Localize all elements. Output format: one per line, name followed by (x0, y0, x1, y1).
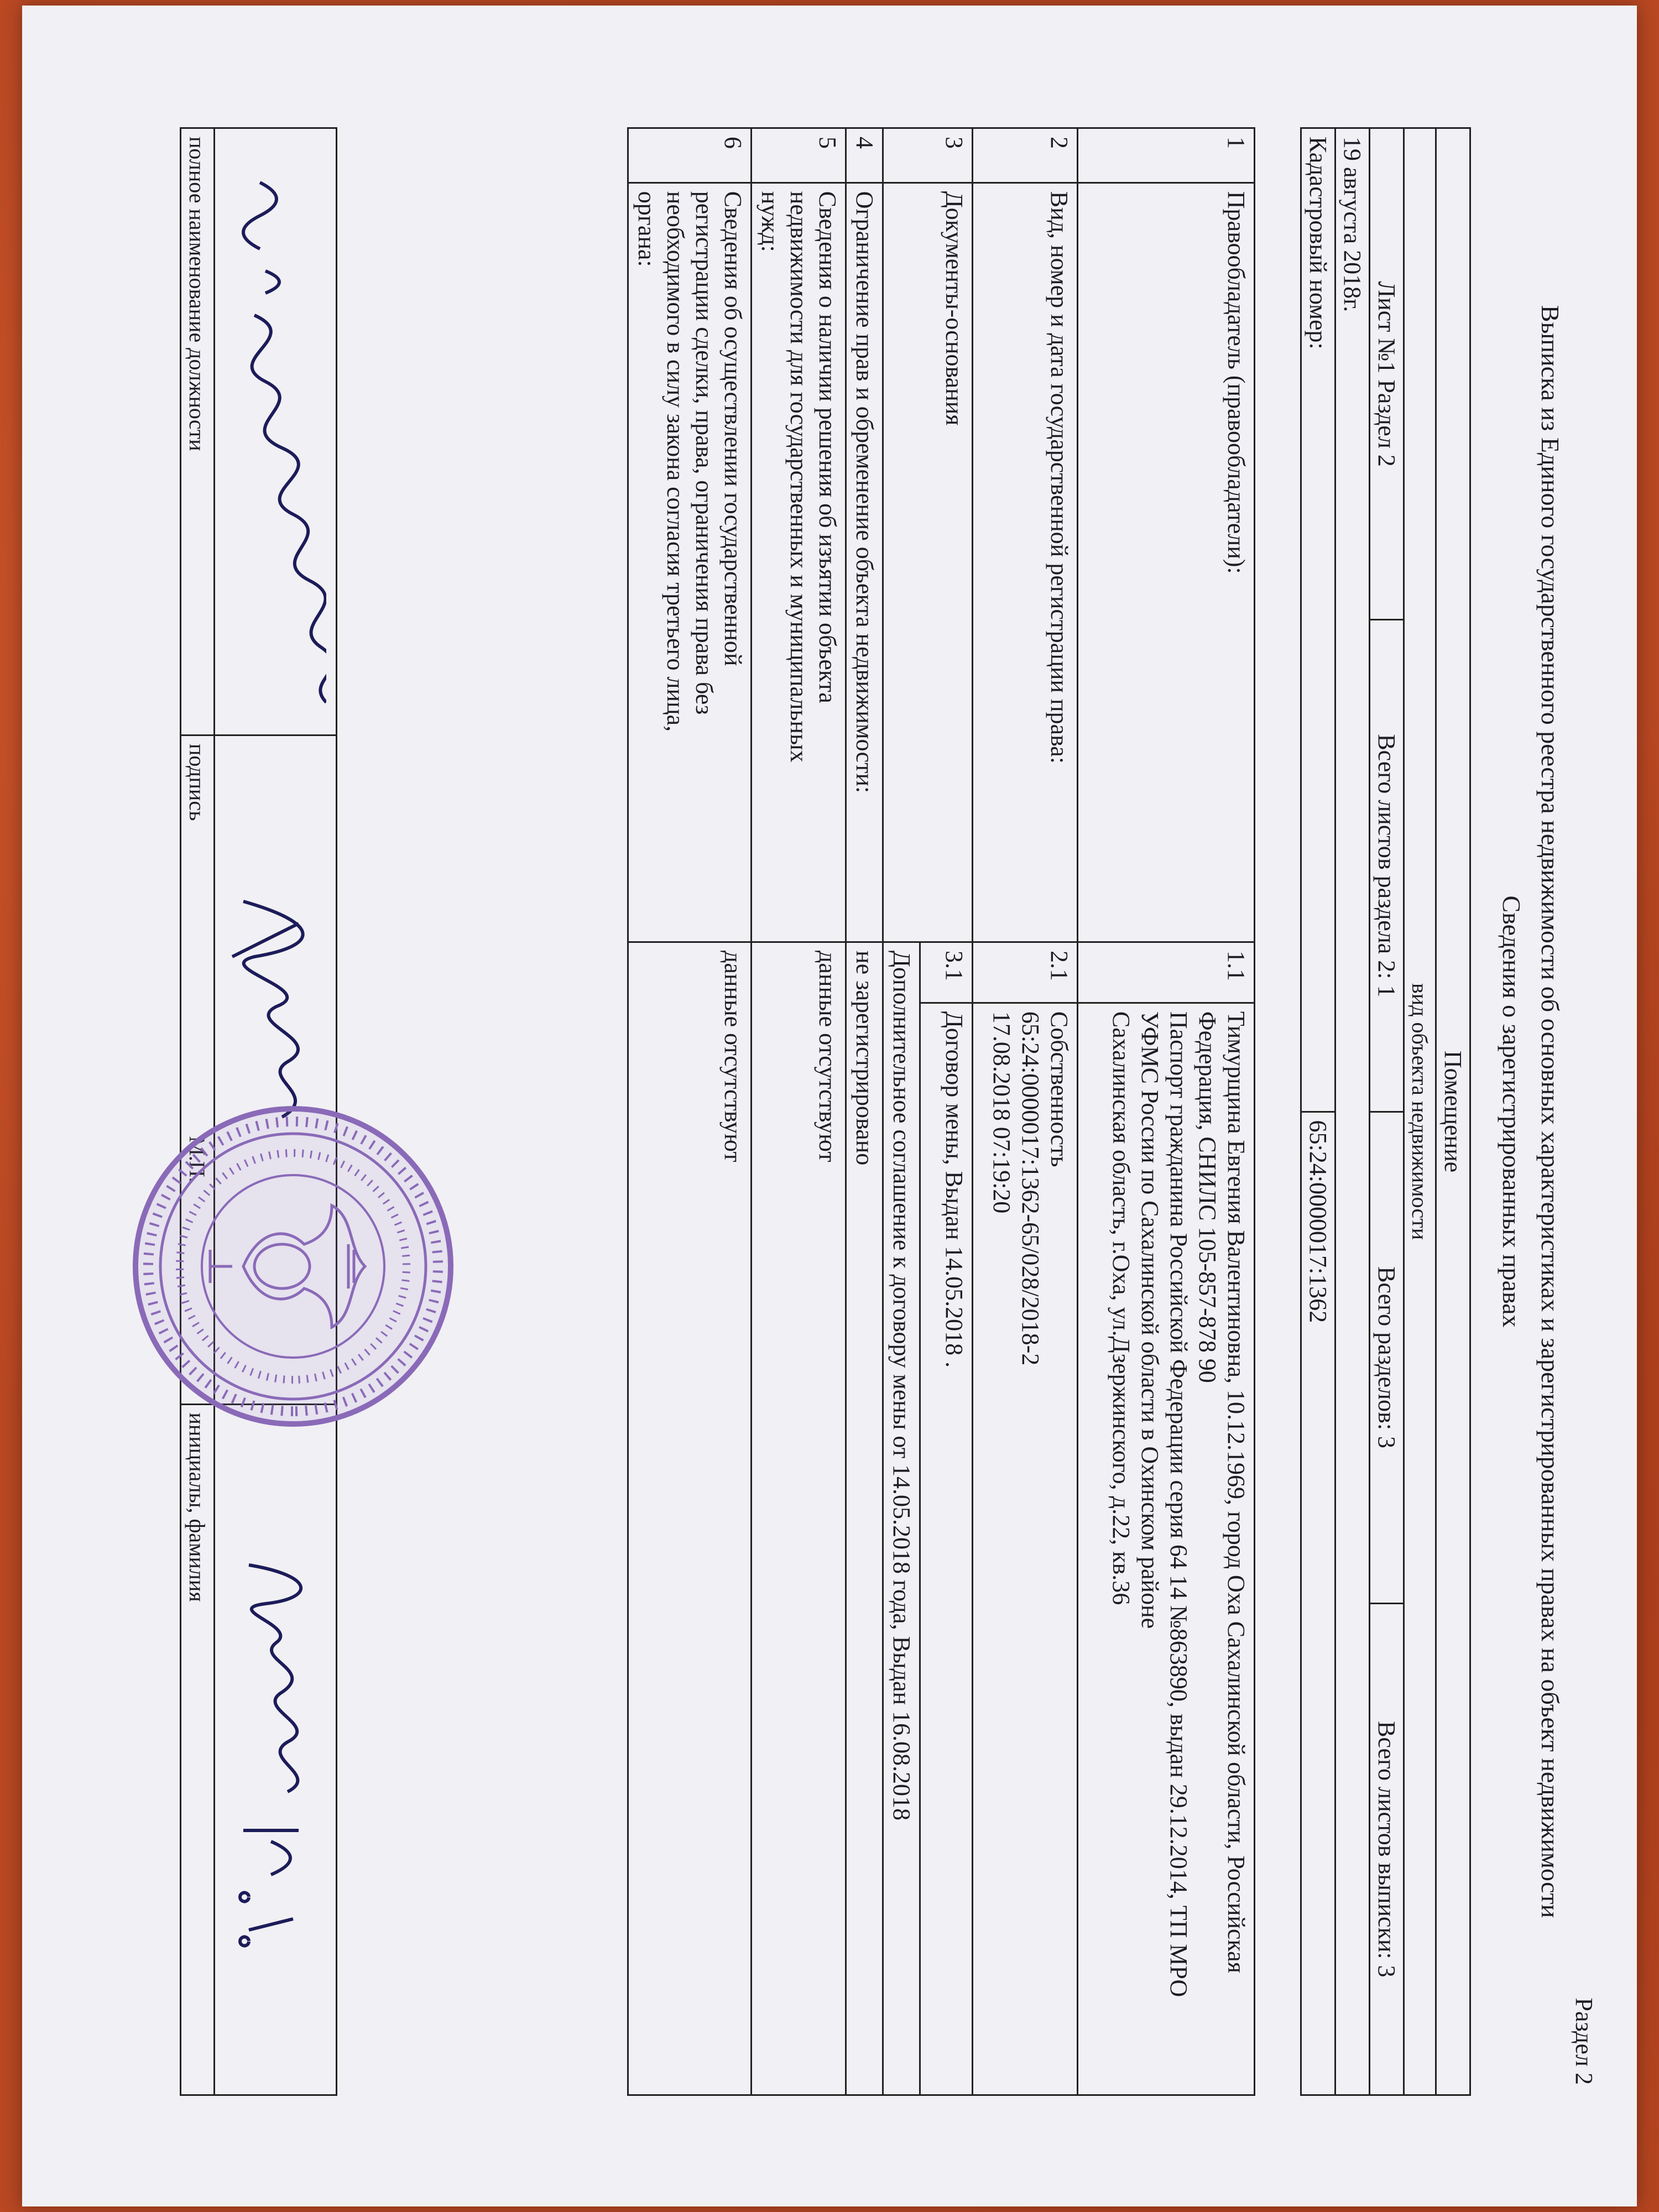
row-subnumber: 1.1 (1078, 942, 1255, 1003)
row-number: 2 (973, 128, 1078, 183)
document-date: 19 августа 2018г. (1335, 128, 1370, 2095)
value-line: Федерация, СНИЛС 105-857-878 90 (1194, 1011, 1221, 1383)
table-row (752, 128, 846, 2095)
initials-caption: инициалы, фамилия (181, 1404, 215, 2095)
signature-caption: подпись (185, 743, 210, 821)
table-row (920, 128, 973, 2095)
value-line: УФМС России по Сахалинской области в Охинском районе (1136, 1011, 1164, 1629)
row-label (628, 182, 752, 942)
document-title: Выписка из Единого государственного реестра недвижимости об основных характеристиках и зарегистрированных правах на объект недвижимости (1536, 305, 1564, 1918)
section-label: Раздел 2 (1571, 1997, 1598, 2085)
row-number: 3 (883, 128, 973, 183)
table-row (973, 128, 1078, 2095)
value-line: Сахалинская область, г.Оха, ул.Дзержинского, д.22, кв.36 (1108, 1011, 1135, 1605)
row-value: данные отсутствуют (752, 942, 846, 2095)
row-value: не зарегистрировано (846, 942, 883, 2095)
document-rotated (105, 61, 1598, 2162)
value-line: Тимурщина Евгения Валентиновна, 10.12.1969, город Оха Сахалинской области, Российская (1223, 1011, 1250, 1973)
label-line: Сведения об осуществлении государственной (719, 191, 747, 666)
row-label: Документы-основания (883, 182, 973, 942)
header-table (1300, 127, 1471, 2096)
document-subtitle: Сведения о зарегистрированных правах (1498, 895, 1526, 1328)
row-label: Ограничение прав и обременение объекта недвижимости: (846, 182, 883, 942)
label-line: органа: (633, 191, 660, 267)
value-line: Собственность (1046, 1011, 1073, 1167)
row-label: Правообладатель (правообладатели): (1078, 182, 1255, 942)
row-subnumber: 2.1 (973, 942, 1078, 1003)
handwritten-name (221, 1554, 332, 1996)
object-type: Помещение (1436, 128, 1470, 2095)
cadastral-label: Кадастровый номер: (1301, 128, 1335, 1112)
row-number: 4 (846, 128, 883, 183)
row-number: 1 (1078, 128, 1255, 183)
label-line: необходимого в силу закона согласия третьего лица, (662, 191, 689, 732)
rights-table (627, 127, 1255, 2096)
table-row (628, 128, 752, 2095)
label-line: недвижимости для государственных и муниципальных (785, 191, 812, 763)
row-value-extra: Дополнительное соглашение к договору мены от 14.05.2018 года, Выдан 16.08.2018 (883, 942, 920, 2095)
row-number: 5 (752, 128, 846, 183)
row-label (752, 182, 846, 942)
value-line: Паспорт гражданина Российской Федерации серия 64 14 №863890, выдан 29.12.2014, ТП МРО (1165, 1011, 1192, 1997)
object-type-caption: вид объекта недвижимости (1404, 128, 1436, 2095)
value-line: 65:24:0000017:1362-65/028/2018-2 (1017, 1011, 1044, 1366)
value-line: 17.08.2018 07:19:20 (988, 1011, 1015, 1214)
handwritten-position (221, 171, 326, 752)
document-paper (22, 6, 1637, 2206)
cadastral-number: 65:24:0000017:1362 (1301, 1112, 1335, 2095)
row-value (973, 1003, 1078, 2095)
table-row (1078, 128, 1255, 2095)
row-subnumber: 3.1 (920, 942, 973, 1003)
row-number: 6 (628, 128, 752, 183)
official-seal-icon (127, 1100, 459, 1432)
table-row (846, 128, 883, 2095)
row-value (1078, 1003, 1255, 2095)
label-line: нужд: (757, 191, 784, 252)
label-line: Сведения о наличии решения об изъятии объекта (814, 191, 841, 703)
label-line: регистрации сделки, права, ограничения права без (691, 191, 718, 715)
sheets-total: Всего листов выписки: 3 (1370, 1603, 1404, 2095)
row-value (920, 1003, 973, 2095)
sheets-in-section: Всего листов раздела 2: 1 (1370, 620, 1404, 1112)
sheet-number: Лист №1 Раздел 2 (1370, 128, 1404, 620)
position-caption: полное наименование должности (181, 128, 215, 735)
value-line: Договор мены, Выдан 14.05.2018 . (941, 1011, 968, 1368)
row-label: Вид, номер и дата государственной регистрации права: (973, 182, 1078, 942)
row-value: данные отсутствуют (628, 942, 752, 2095)
sections-total: Всего разделов: 3 (1370, 1112, 1404, 1603)
